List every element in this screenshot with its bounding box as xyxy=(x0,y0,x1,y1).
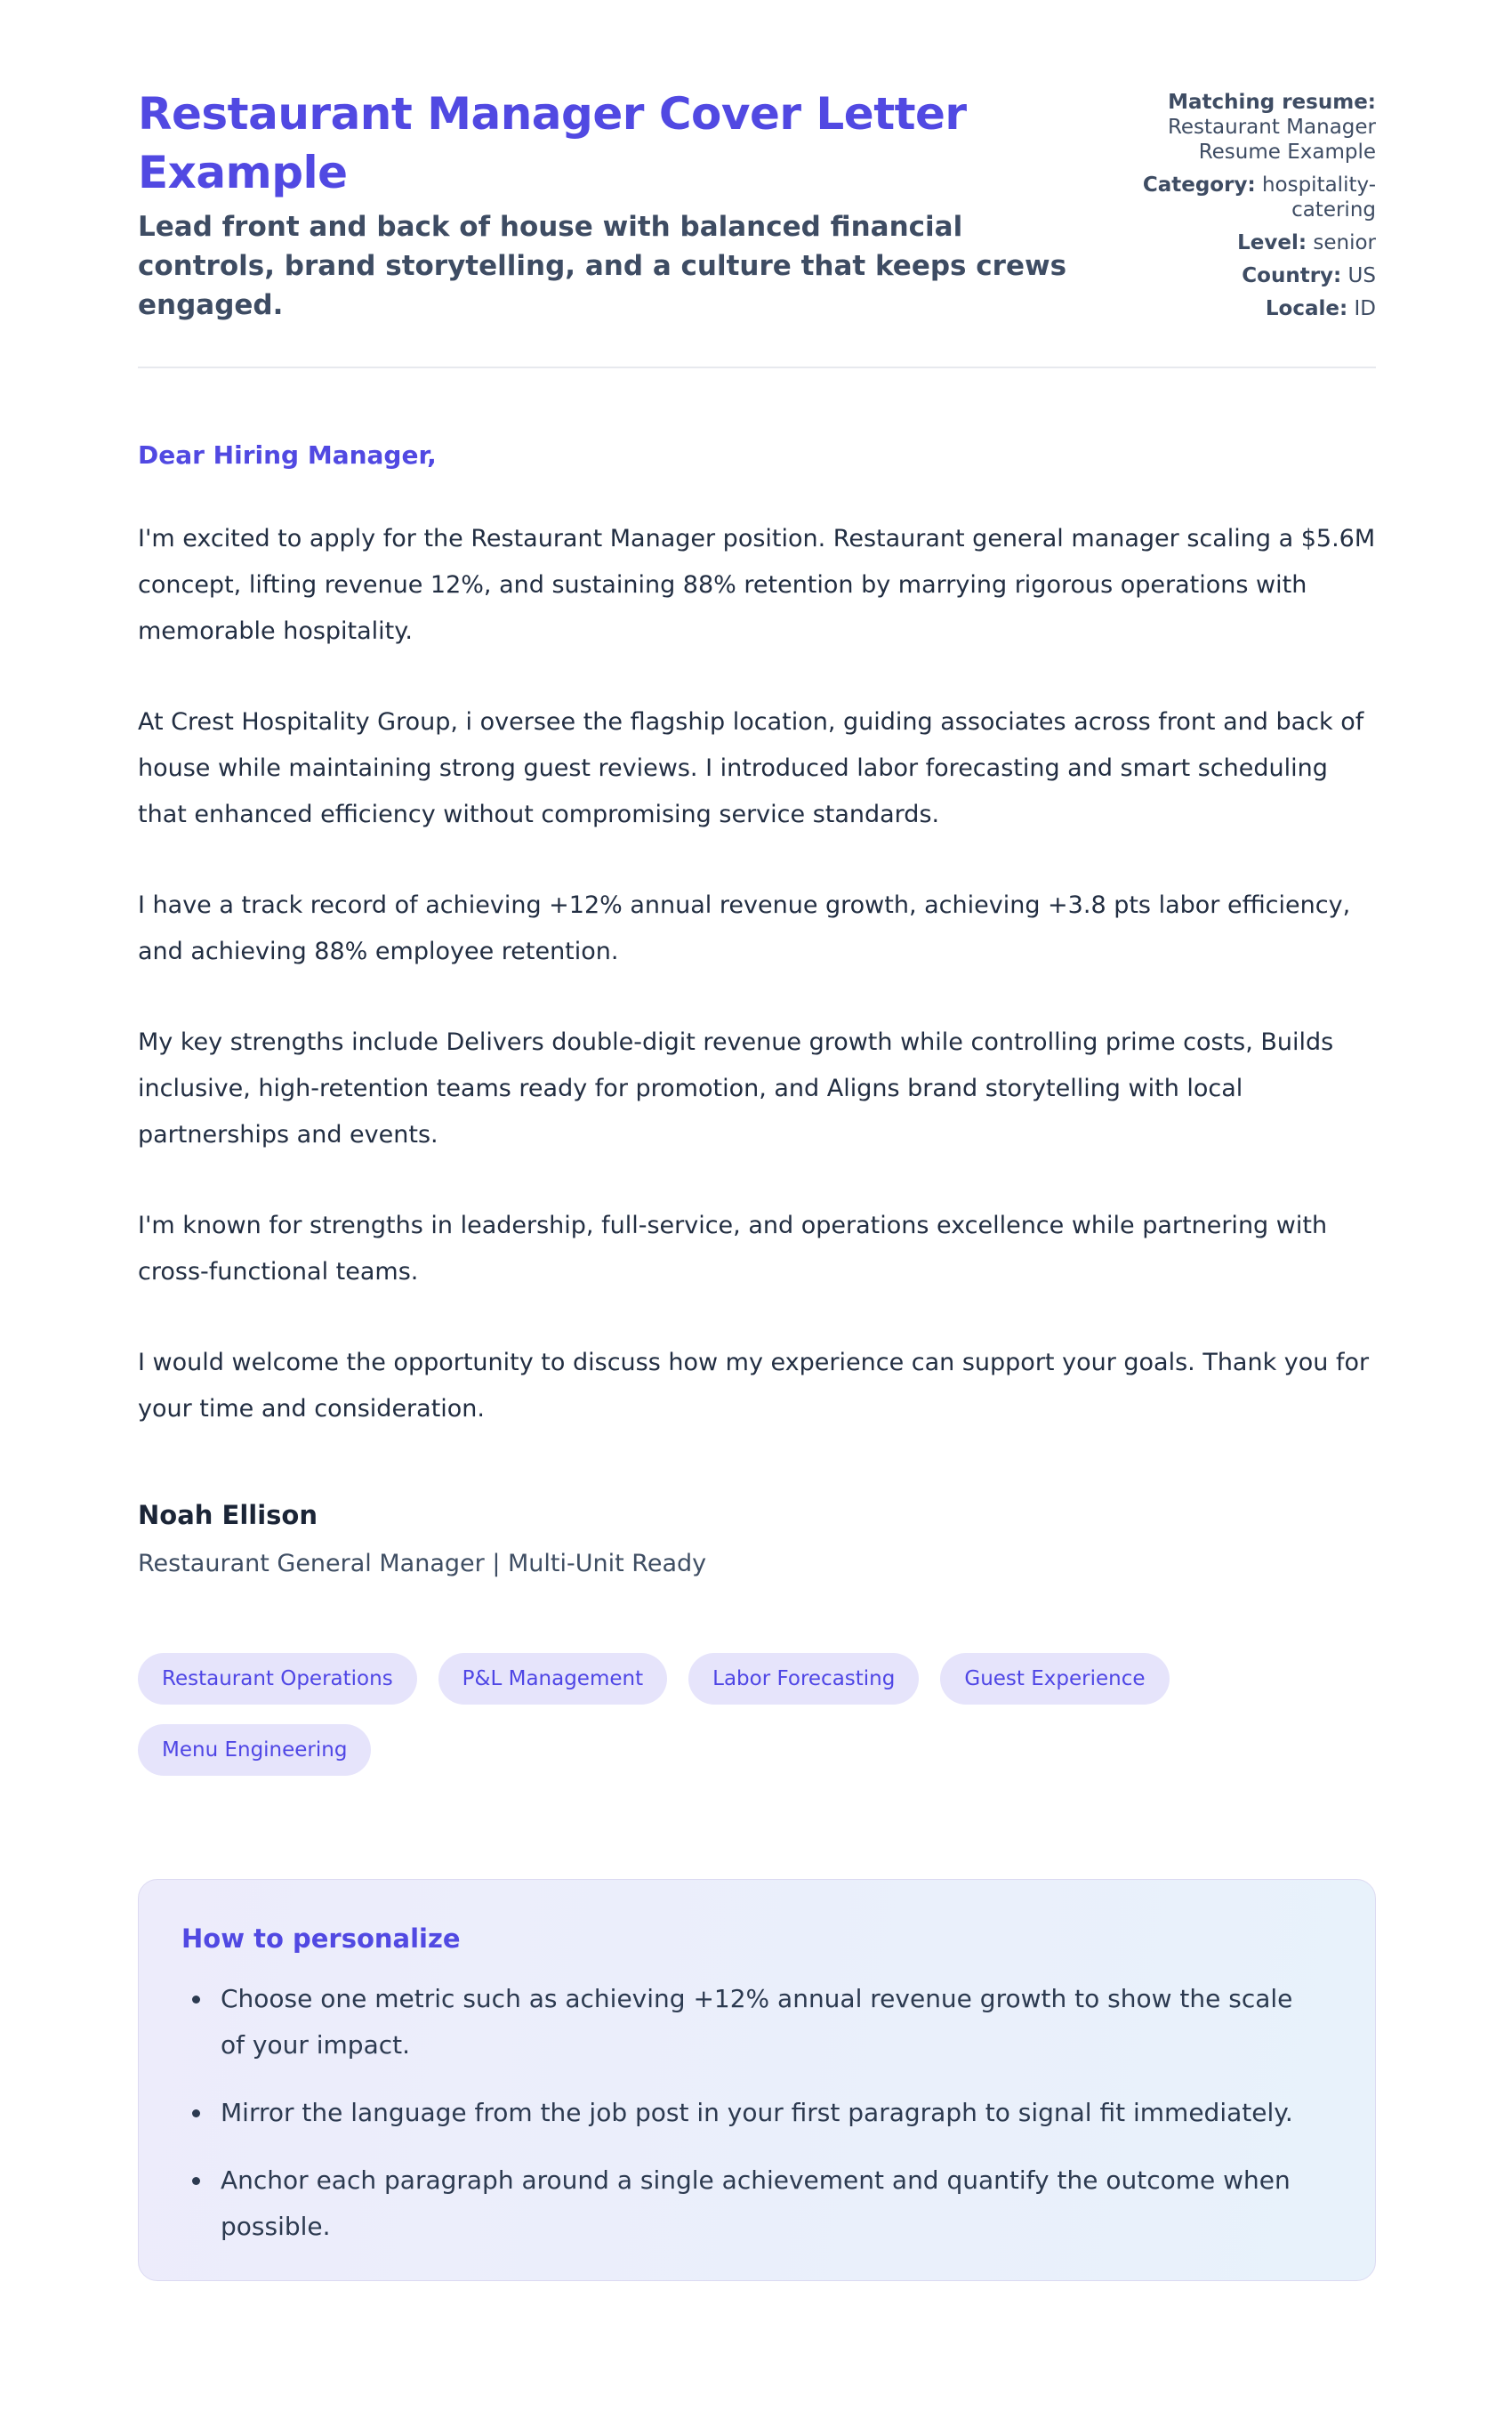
skill-tag: Guest Experience xyxy=(940,1653,1169,1705)
meta-row xyxy=(1090,230,1376,255)
meta-value: ID xyxy=(1347,297,1376,320)
letter-paragraph: I'm known for strengths in leadership, full-service, and operations excellence while partnering with cross-functional teams. xyxy=(138,1212,1328,1286)
meta-label: Matching resume: xyxy=(1168,91,1376,114)
letter-paragraph: My key strengths include Delivers double-digit revenue growth while controlling prime costs, Builds inclusive, high-retention teams ready for promotion, and Aligns brand storytelling with local partnerships and events. xyxy=(138,1028,1334,1149)
meta-row xyxy=(1090,173,1376,222)
header-left xyxy=(138,85,1090,325)
signature-title: Restaurant General Manager | Multi-Unit Ready xyxy=(138,1550,707,1577)
personalize-bullet: • Mirror the language from the job post in your first paragraph to signal fit immediately. xyxy=(213,2090,1322,2136)
meta-value: senior xyxy=(1307,231,1376,254)
skill-tag: P&L Management xyxy=(438,1653,667,1705)
meta-label: Level: xyxy=(1237,231,1307,254)
letter-paragraph: I have a track record of achieving +12% annual revenue growth, achieving +3.8 pts labor efficiency, and achieving 88% employee retention. xyxy=(138,891,1351,965)
greeting: Dear Hiring Manager, xyxy=(138,440,437,470)
skill-tag: Menu Engineering xyxy=(138,1724,371,1776)
meta-row xyxy=(1090,90,1376,165)
header-divider xyxy=(138,367,1376,368)
meta-value: hospitality-catering xyxy=(1255,173,1376,222)
tag-list xyxy=(138,1653,1376,1776)
skill-tag: Restaurant Operations xyxy=(138,1653,417,1705)
letter-paragraph: At Crest Hospitality Group, i oversee the flagship location, guiding associates across front and back of house while maintaining strong guest reviews. I introduced labor forecasting and smart scheduling that enhanced efficiency without compromising service standards. xyxy=(138,708,1364,828)
resume-meta xyxy=(1090,85,1376,329)
meta-label: Locale: xyxy=(1265,297,1348,320)
personalize-bullet: • Anchor each paragraph around a single achievement and quantify the outcome when possible. xyxy=(213,2157,1322,2250)
letter-paragraph: I would welcome the opportunity to discuss how my experience can support your goals. Thank you for your time and consideration. xyxy=(138,1349,1370,1423)
meta-value: Restaurant Manager Resume Example xyxy=(1167,116,1376,164)
meta-label: Country: xyxy=(1242,264,1342,287)
page-title: Restaurant Manager Cover Letter Example xyxy=(138,88,967,198)
letter-body xyxy=(138,516,1376,1432)
skill-tag: Labor Forecasting xyxy=(688,1653,919,1705)
meta-row xyxy=(1090,263,1376,288)
meta-row xyxy=(1090,296,1376,321)
personalize-heading: How to personalize xyxy=(181,1923,461,1954)
letter-paragraph: I'm excited to apply for the Restaurant Manager position. Restaurant general manager scaling a $5.6M concept, lifting revenue 12%, and sustaining 88% retention by marrying rigorous operations with memorable hospitality. xyxy=(138,525,1376,645)
personalize-list xyxy=(181,1976,1322,2250)
signature-name: Noah Ellison xyxy=(138,1500,318,1530)
meta-label: Category: xyxy=(1142,173,1256,197)
page-header xyxy=(138,85,1376,329)
personalize-bullet: • Choose one metric such as achieving +12% annual revenue growth to show the scale of your impact. xyxy=(213,1976,1322,2068)
meta-value: US xyxy=(1341,264,1376,287)
personalize-box xyxy=(138,1879,1376,2281)
page-subtitle: Lead front and back of house with balanced financial controls, brand storytelling, and a culture that keeps crews engaged. xyxy=(138,211,1067,321)
letter xyxy=(138,439,1376,2281)
